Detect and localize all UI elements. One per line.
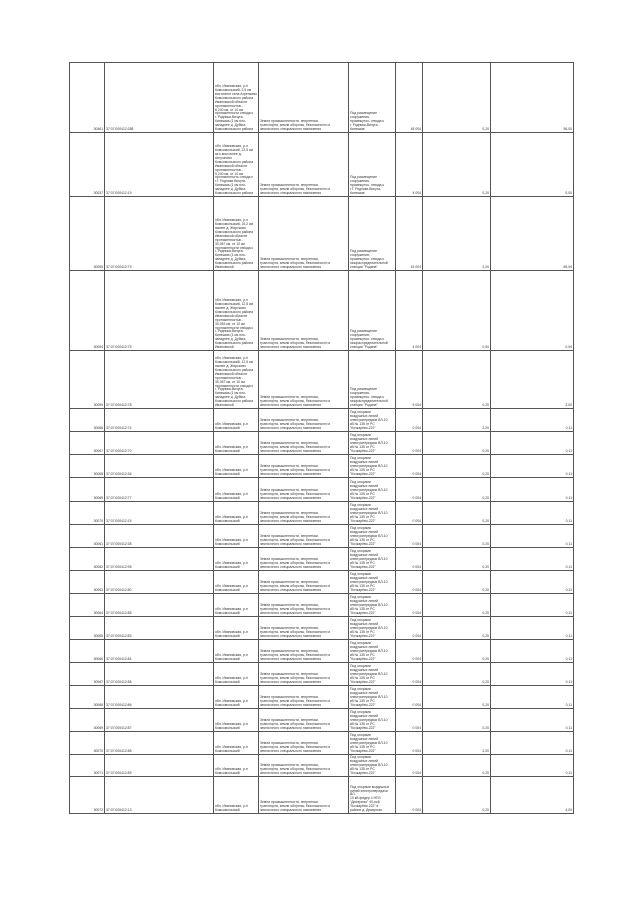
cell-rate: 0,20 — [423, 548, 491, 571]
table-row — [70, 197, 574, 271]
cell-value: 0,11 — [491, 617, 574, 640]
cell-rate: 0,20 — [423, 455, 491, 478]
cell-permitted-use: Под размещение сооружения- промежуток- отвода к газораспределительной станции "Родина" — [349, 271, 396, 351]
cell-value: 0,00 — [491, 133, 574, 197]
table-row — [70, 271, 574, 351]
cell-permitted-use: Под опорами воздушных линий электропередачи ВЛ-10 кВ № 135 от РС "Кочкарёво-222" — [349, 478, 396, 502]
cell-number: 30070 — [70, 732, 105, 755]
cell-land-category: Земли промышленности, энергетики, транспорта, земли обороны, безопасности и земли иного специального назначения — [259, 617, 349, 640]
cell-rate: 0,20 — [423, 594, 491, 617]
cell-area: 0 004 — [396, 640, 423, 663]
cell-number: 30072 — [70, 777, 105, 814]
cell-address: обл. Ивановская, р-н Комсомольский — [214, 594, 259, 617]
cell-number: 30062 — [70, 548, 105, 571]
cell-permitted-use: Под размещение сооружения- промежуток- отвода к газораспределительной станции "Родина" — [349, 351, 396, 409]
cell-address: обл. Ивановская, р-н Комсомольский — [214, 478, 259, 502]
cell-address: обл. Ивановская, р-н Комсомольский — [214, 617, 259, 640]
cell-cadastral-number: 37:07:000412:13 — [105, 777, 214, 814]
table-row — [70, 351, 574, 409]
cell-number: 30067 — [70, 663, 105, 686]
cell-land-category: Земли промышленности, энергетики, транспорта, земли обороны, безопасности и земли иного специального назначения — [259, 594, 349, 617]
cell-number: 30066 — [70, 640, 105, 663]
table-row — [70, 432, 574, 455]
cell-rate: 2,20 — [423, 409, 491, 432]
cell-cadastral-number: 37:07:000412:77 — [105, 478, 214, 502]
cell-rate: 0,20 — [423, 640, 491, 663]
cell-number: 30065 — [70, 617, 105, 640]
cell-area: 45 004 — [396, 63, 423, 133]
cell-value: 0,11 — [491, 755, 574, 777]
table-row — [70, 686, 574, 709]
cell-land-category: Земли промышленности, энергетики, транспорта, земли обороны, безопасности и земли иного специального назначения — [259, 663, 349, 686]
cell-value: 0,11 — [491, 594, 574, 617]
cell-land-category: Земли промышленности, энергетики, транспорта, земли обороны, безопасности и земли иного специального назначения — [259, 432, 349, 455]
cell-permitted-use: Под опорами воздушных линий электропередачи ВЛ-10 кВ № 135 от РС "Кочкарёво-222" — [349, 686, 396, 709]
cell-number: 30070 — [70, 502, 105, 525]
cell-permitted-use: Под опорами воздушных линий электропередачи ВЛ- 10 кВ фидер 4 НПЗ "Дюкерная" 40-ной "Кочкарёво-222" в районе д. Дюкерная — [349, 777, 396, 814]
cell-rate: 0,20 — [423, 617, 491, 640]
cell-area: 0 004 — [396, 571, 423, 594]
table-row — [70, 478, 574, 502]
cell-permitted-use: Под размещение сооружения- промежуток- отвода к г. Родники-Вичуга- Кинешма — [349, 63, 396, 133]
cell-cadastral-number: 37:07:000412:70 — [105, 432, 214, 455]
cell-value: 56,00 — [491, 63, 574, 133]
cell-rate: 0,20 — [423, 63, 491, 133]
cell-land-category: Земли промышленности, энергетики, транспорта, земли обороны, безопасности и земли иного специального назначения — [259, 709, 349, 732]
cell-area: 0 004 — [396, 455, 423, 478]
cell-address: обл. Ивановская, р-н Комсомольский — [214, 525, 259, 548]
table-row — [70, 617, 574, 640]
cell-rate: 0,20 — [423, 777, 491, 814]
table-row — [70, 663, 574, 686]
cell-address: обл. Ивановская, р-н Комсомольский — [214, 409, 259, 432]
cell-permitted-use: Под опорами воздушных линий электропередачи ВЛ-10 кВ № 135 от РС "Кочкарёво-222" — [349, 594, 396, 617]
cell-area: 0 004 — [396, 732, 423, 755]
cell-number: 30069 — [70, 478, 105, 502]
cell-area: 5 004 — [396, 351, 423, 409]
cell-rate: 0,20 — [423, 133, 491, 197]
cell-number: 30461 — [70, 63, 105, 133]
cell-cadastral-number: 37:07:000412:84 — [105, 640, 214, 663]
cell-cadastral-number: 37:07:000412:74 — [105, 409, 214, 432]
cell-value: 0,11 — [491, 409, 574, 432]
cell-cadastral-number: 37:07:000412:83 — [105, 617, 214, 640]
cell-land-category: Земли промышленности, энергетики, транспорта, земли обороны, безопасности и земли иного специального назначения — [259, 351, 349, 409]
cell-area: 0 004 — [396, 502, 423, 525]
table-row — [70, 409, 574, 432]
table-row — [70, 548, 574, 571]
cell-area: 0 004 — [396, 478, 423, 502]
cell-value: 0,11 — [491, 709, 574, 732]
cell-land-category: Земли промышленности, энергетики, транспорта, земли обороны, безопасности и земли иного специального назначения — [259, 63, 349, 133]
cell-area: 0 004 — [396, 525, 423, 548]
cell-value: 65,00 — [491, 197, 574, 271]
cell-area: 15 004 — [396, 197, 423, 271]
cell-land-category: Земли промышленности, энергетики, транспорта, земли обороны, безопасности и земли иного специального назначения — [259, 271, 349, 351]
cell-rate: 0,20 — [423, 755, 491, 777]
cell-land-category: Земли промышленности, энергетики, транспорта, земли обороны, безопасности и земли иного специального назначения — [259, 548, 349, 571]
cell-area: 0 004 — [396, 594, 423, 617]
cell-land-category: Земли промышленности, энергетики, транспорта, земли обороны, безопасности и земли иного специального назначения — [259, 640, 349, 663]
cell-address: обл. Ивановская, р-н Комсомольский — [214, 709, 259, 732]
cell-permitted-use: Под опорами воздушных линий электропередачи ВЛ-10 кВ № 135 от РС "Кочкарёво-222" — [349, 455, 396, 478]
cell-cadastral-number: 37:07:000412:95 — [105, 548, 214, 571]
cell-value: 0,11 — [491, 478, 574, 502]
cell-cadastral-number: 37:07:000412:87 — [105, 709, 214, 732]
cell-land-category: Земли промышленности, энергетики, транспорта, земли обороны, безопасности и земли иного специального назначения — [259, 686, 349, 709]
cell-permitted-use: Под опорами воздушных линий электропередачи ВЛ-10 кВ № 135 от РС "Кочкарёво-222" — [349, 640, 396, 663]
cell-value: 0,11 — [491, 686, 574, 709]
cell-permitted-use: Под опорами воздушных линий электропередачи ВЛ-10 кВ № 135 от РС "Кочкарёво-222" — [349, 548, 396, 571]
cell-area: 4 004 — [396, 133, 423, 197]
cell-area: 0 004 — [396, 777, 423, 814]
cell-number: 30055 — [70, 197, 105, 271]
cell-number: 30067 — [70, 432, 105, 455]
cell-land-category: Земли промышленности, энергетики, транспорта, земли обороны, безопасности и земли иного специального назначения — [259, 755, 349, 777]
cell-number: 30064 — [70, 594, 105, 617]
cell-address: обл. Ивановская, р-н Комсомольский — [214, 502, 259, 525]
cell-address: обл. Ивановская, р-н Комсомольский — [214, 571, 259, 594]
cell-rate: 0,20 — [423, 686, 491, 709]
table-row — [70, 777, 574, 814]
cell-cadastral-number: 37:07:000412:88 — [105, 663, 214, 686]
cell-cadastral-number: 37:07:000412:78 — [105, 351, 214, 409]
cell-value: 0,11 — [491, 525, 574, 548]
cell-value: 0,11 — [491, 571, 574, 594]
cell-address: обл. Ивановская, р-н Комсомольский — [214, 755, 259, 777]
cell-number: 30061 — [70, 525, 105, 548]
cell-cadastral-number: 37:07:000412:85 — [105, 594, 214, 617]
cell-rate: 0,00 — [423, 271, 491, 351]
cell-rate: 0,20 — [423, 502, 491, 525]
cell-land-category: Земли промышленности, энергетики, транспорта, земли обороны, безопасности и земли иного специального назначения — [259, 197, 349, 271]
cell-area: 0 004 — [396, 409, 423, 432]
cell-land-category: Земли промышленности, энергетики, транспорта, земли обороны, безопасности и земли иного специального назначения — [259, 525, 349, 548]
cell-land-category: Земли промышленности, энергетики, транспорта, земли обороны, безопасности и земли иного специального назначения — [259, 571, 349, 594]
cell-address: обл. Ивановская, р-н Комсомольский, 12,5 км южнее д. Жирсково Комсомольского района Ивановской области протяженностью - 30,053 км, от 10 км протяженности отвода к г. Родники-Вичуга- Кинешма (1 км юго- западнее д. Дубяга Комсомольского района Ивановской — [214, 271, 259, 351]
table-row — [70, 640, 574, 663]
cell-area: 0 004 — [396, 755, 423, 777]
cell-permitted-use: Под опорами воздушных линий электропередачи ВЛ-10 кВ № 135 от РС "Кочкарёво-222" — [349, 663, 396, 686]
cell-rate: 2,20 — [423, 197, 491, 271]
cell-address: обл. Ивановская, р-н Комсомольский, 12,5 км юго-восточнее д. Антропово Комсомольского района Ивановской области протяженностью - 5,240 км, от 10 км протяженность отвода к г.Г. Родники-Вичуга- Кинешма (1 км юго- западнее д. Дубяга Комсомольского района — [214, 133, 259, 197]
cell-rate: 0,20 — [423, 571, 491, 594]
cell-address: обл. Ивановская, р-н Комсомольский — [214, 455, 259, 478]
cell-address: обл. Ивановская, р-н Комсомольский, 15,2 км южнее д. Жирсково Комсомольского района Ивановской области протяженностью - 30,067 км, от 10 км протяженности отвода к г. Родники-Вичуга- Кинешма (1 км юго- западнее д. Дубяга Комсомольского района Ивановской — [214, 197, 259, 271]
cell-number: 30069 — [70, 709, 105, 732]
cell-address: обл. Ивановская, р-н Комсомольский — [214, 732, 259, 755]
cell-permitted-use: Под опорами воздушных линий электропередачи ВЛ-10 кВ № 135 от РС "Кочкарёво-222" — [349, 525, 396, 548]
cell-number: 30068 — [70, 686, 105, 709]
cell-rate: 2,20 — [423, 732, 491, 755]
cell-address: обл. Ивановская, р-н Комсомольский, 2,5 км восточнее села Атрепьево Комсомольского района Ивановской области протяженностью - 8,240 км, от 10 км протяженности отвода к г. Родники-Вичуга- Кинешма (1 км юго- западнее д. Дубяга Комсомольского района — [214, 63, 259, 133]
cell-value: 0,11 — [491, 663, 574, 686]
cell-land-category: Земли промышленности, энергетики, транспорта, земли обороны, безопасности и земли иного специального назначения — [259, 732, 349, 755]
cell-cadastral-number: 37:07:000412:79 — [105, 197, 214, 271]
cell-permitted-use: Под опорами воздушных линий электропередачи ВЛ-10 кВ № 135 от РС "Кочкарёво-222" — [349, 502, 396, 525]
table-row — [70, 732, 574, 755]
cell-value: 0,11 — [491, 548, 574, 571]
cell-area: 0 004 — [396, 686, 423, 709]
cell-cadastral-number: 37:07:000412:75 — [105, 271, 214, 351]
cell-rate: 0,20 — [423, 709, 491, 732]
table-row — [70, 571, 574, 594]
cell-cadastral-number: 37:07:000412:38 — [105, 525, 214, 548]
cell-address: обл. Ивановская, р-н Комсомольский — [214, 548, 259, 571]
cell-permitted-use: Под опорами воздушных линий электропередачи ВЛ-10 кВ № 135 от РС "Кочкарёво-222" — [349, 709, 396, 732]
cell-value: 0,11 — [491, 640, 574, 663]
cell-number: 30054 — [70, 271, 105, 351]
cell-cadastral-number: 37:07:000412:88 — [105, 732, 214, 755]
cell-address: обл. Ивановская, р-н Комсомольский — [214, 640, 259, 663]
cell-address: обл. Ивановская, р-н Комсомольский — [214, 663, 259, 686]
cell-address: обл. Ивановская, р-н Комсомольский — [214, 432, 259, 455]
cell-permitted-use: Под размещение сооружения- промежуток- отвода к г.Г. Родники-Вичуга- Кинешма — [349, 133, 396, 197]
cell-address: обл. Ивановская, р-н Комсомольский — [214, 686, 259, 709]
cell-value: 0,11 — [491, 732, 574, 755]
cell-value: 0,11 — [491, 455, 574, 478]
cell-land-category: Земли промышленности, энергетики, транспорта, земли обороны, безопасности и земли иного специального назначения — [259, 133, 349, 197]
table-row — [70, 525, 574, 548]
table-row — [70, 594, 574, 617]
cell-permitted-use: Под опорами воздушных линий электропередачи ВЛ-10 кВ № 135 от РС "Кочкарёво-222" — [349, 432, 396, 455]
cell-number: 30068 — [70, 455, 105, 478]
cell-cadastral-number: 37:07:000412:86 — [105, 686, 214, 709]
cell-rate: 0,20 — [423, 663, 491, 686]
cell-cadastral-number: 37:07:000412:80 — [105, 571, 214, 594]
cell-value: 0,00 — [491, 271, 574, 351]
cell-land-category: Земли промышленности, энергетики, транспорта, земли обороны, безопасности и земли иного специального назначения — [259, 502, 349, 525]
cell-rate: 0,20 — [423, 525, 491, 548]
cell-number: 30071 — [70, 755, 105, 777]
table-row — [70, 63, 574, 133]
cell-value: 3,00 — [491, 351, 574, 409]
cell-permitted-use: Под опорами воздушных линий электропередачи ВЛ-10 кВ № 135 от РС "Кочкарёво-222" — [349, 571, 396, 594]
cell-land-category: Земли промышленности, энергетики, транспорта, земли обороны, безопасности и земли иного специального назначения — [259, 409, 349, 432]
cell-permitted-use: Под опорами воздушных линий электропередачи ВЛ-10 кВ № 135 от РС "Кочкарёво-222" — [349, 755, 396, 777]
cell-permitted-use: Под опорами воздушных линий электропередачи ВЛ-10 кВ № 135 от РС "Кочкарёво-222" — [349, 617, 396, 640]
cell-number: 30037 — [70, 133, 105, 197]
cell-number: 30059 — [70, 351, 105, 409]
cell-rate: 0,20 — [423, 478, 491, 502]
cell-permitted-use: Под размещение сооружения- промежуток- отвода к газораспределительной станции "Родина" — [349, 197, 396, 271]
cell-value: 4,00 — [491, 777, 574, 814]
cell-value: 0,11 — [491, 502, 574, 525]
cell-number: 30066 — [70, 409, 105, 432]
cell-cadastral-number: 37:07:000412:15 — [105, 502, 214, 525]
cell-area: 0 004 — [396, 617, 423, 640]
cell-rate: 0,20 — [423, 432, 491, 455]
cell-area: 0 004 — [396, 432, 423, 455]
cell-land-category: Земли промышленности, энергетики, транспорта, земли обороны, безопасности и земли иного специального назначения — [259, 777, 349, 814]
cell-area: 0 004 — [396, 548, 423, 571]
cell-permitted-use: Под опорами воздушных линий электропередачи ВЛ-10 кВ № 135 от РС "Кочкарёво-222" — [349, 732, 396, 755]
cell-land-category: Земли промышленности, энергетики, транспорта, земли обороны, безопасности и земли иного специального назначения — [259, 455, 349, 478]
cell-land-category: Земли промышленности, энергетики, транспорта, земли обороны, безопасности и земли иного специального назначения — [259, 478, 349, 502]
table-row — [70, 133, 574, 197]
cell-cadastral-number: 37:07:000412:288 — [105, 63, 214, 133]
cell-address: обл. Ивановская, р-н Комсомольский, 12,5 км южнее д. Жирсково Комсомольского района Ивановской области протяженностью - 30,067 км, от 10 км протяженности отвода к г. Родники-Вичуга- Кинешма (1 км юго- западнее д. Дубяга Комсомольского района Ивановской — [214, 351, 259, 409]
table-row — [70, 502, 574, 525]
table-row — [70, 709, 574, 732]
cell-area: 0 004 — [396, 663, 423, 686]
cell-address: обл. Ивановская, р-н Комсомольский — [214, 777, 259, 814]
cell-value: 0,11 — [491, 432, 574, 455]
table-row — [70, 755, 574, 777]
cell-rate: 0,20 — [423, 351, 491, 409]
cell-area: 0 004 — [396, 709, 423, 732]
land-plot-table — [69, 62, 574, 814]
cell-cadastral-number: 37:07:000412:19 — [105, 133, 214, 197]
cell-number: 30063 — [70, 571, 105, 594]
cell-cadastral-number: 37:07:000412:36 — [105, 455, 214, 478]
cell-area: 4 004 — [396, 271, 423, 351]
cell-cadastral-number: 37:07:000412:89 — [105, 755, 214, 777]
cell-permitted-use: Под опорами воздушных линий электропередачи ВЛ-10 кВ № 135 от РС "Кочкарёво-222" — [349, 409, 396, 432]
table-row — [70, 455, 574, 478]
